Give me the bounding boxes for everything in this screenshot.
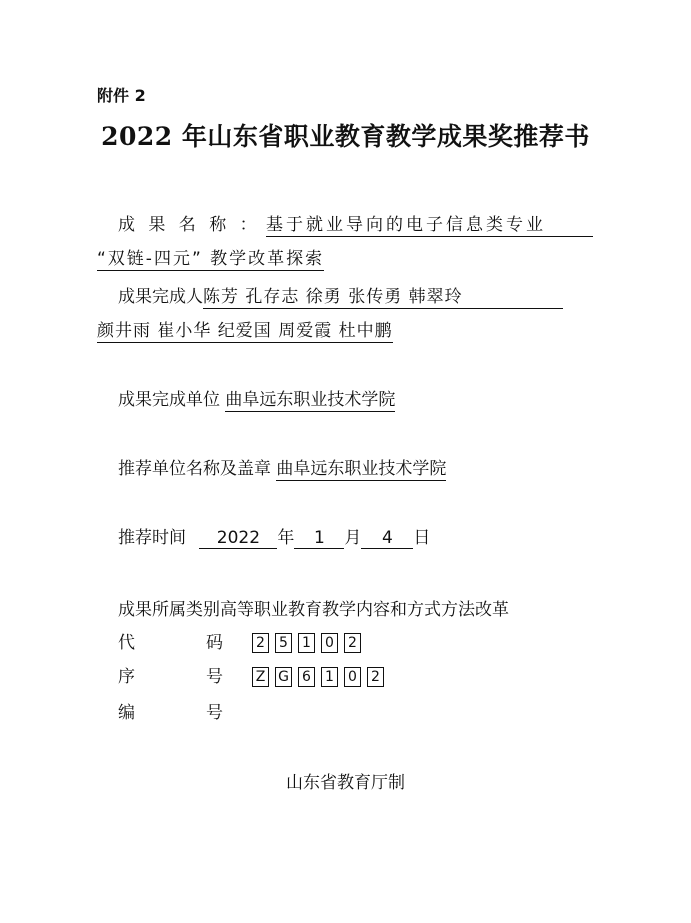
number-label-second: 号	[206, 703, 223, 723]
recommend-date-label: 推荐时间	[118, 528, 186, 548]
serial-label-first: 序	[118, 667, 135, 687]
code-digit-box: 5	[275, 633, 292, 653]
achievement-name-value-line2: “双链-四元” 教学改革探索	[97, 244, 324, 271]
completers-value-line2: 颜井雨 崔小华 纪爱国 周爱霞 杜中鹏	[97, 316, 393, 343]
category-row	[118, 595, 509, 620]
serial-digit-box: 2	[367, 667, 384, 687]
category-value: 高等职业教育教学内容和方式方法改革	[220, 600, 509, 620]
completion-unit-row	[118, 385, 395, 412]
code-digit-box: 0	[321, 633, 338, 653]
serial-digit-box: 6	[298, 667, 315, 687]
date-month-unit: 月	[344, 528, 362, 548]
date-day-unit: 日	[413, 528, 431, 548]
serial-label-second: 号	[206, 667, 223, 687]
serial-digit-box: 0	[344, 667, 361, 687]
serial-digit-box: 1	[321, 667, 338, 687]
code-label-first: 代	[118, 633, 135, 653]
completers-label: 成果完成人	[118, 287, 203, 307]
code-digit-box: 2	[252, 633, 269, 653]
category-label: 成果所属类别	[118, 600, 220, 620]
date-year-unit: 年	[277, 528, 295, 548]
completion-unit-label: 成果完成单位	[118, 390, 220, 410]
code-digit-boxes	[252, 633, 361, 653]
recommending-unit-value: 曲阜远东职业技术学院	[276, 454, 446, 481]
serial-digit-boxes	[252, 667, 384, 687]
serial-digit-box: Z	[252, 667, 269, 687]
code-digit-box: 1	[298, 633, 315, 653]
annex-label: 附件 2	[97, 86, 146, 105]
achievement-name-value-line1: 基于就业导向的电子信息类专业	[266, 210, 593, 237]
achievement-name-row-2	[97, 244, 324, 271]
date-day-value: 4	[361, 528, 413, 549]
code-label-second: 码	[206, 633, 223, 653]
serial-digit-box: G	[275, 667, 292, 687]
achievement-name-row	[118, 210, 593, 237]
completion-unit-value: 曲阜远东职业技术学院	[225, 385, 395, 412]
code-row	[118, 628, 518, 653]
date-month-value: 1	[294, 528, 344, 549]
date-year-value: 2022	[199, 528, 277, 549]
number-label-first: 编	[118, 703, 135, 723]
document-title: 2022 年山东省职业教育教学成果奖推荐书	[101, 122, 590, 151]
achievement-name-label: 成 果 名 称 ：	[118, 215, 261, 235]
recommending-unit-label: 推荐单位名称及盖章	[118, 459, 271, 479]
recommend-date-row	[118, 523, 430, 549]
completers-value-line1: 陈芳 孔存志 徐勇 张传勇 韩翠玲	[203, 282, 563, 309]
recommending-unit-row	[118, 454, 446, 481]
completers-row-2	[97, 316, 393, 343]
serial-row	[118, 662, 518, 687]
number-row	[118, 698, 223, 723]
issuer-footer: 山东省教育厅制	[286, 773, 405, 793]
completers-row	[118, 282, 563, 309]
code-digit-box: 2	[344, 633, 361, 653]
